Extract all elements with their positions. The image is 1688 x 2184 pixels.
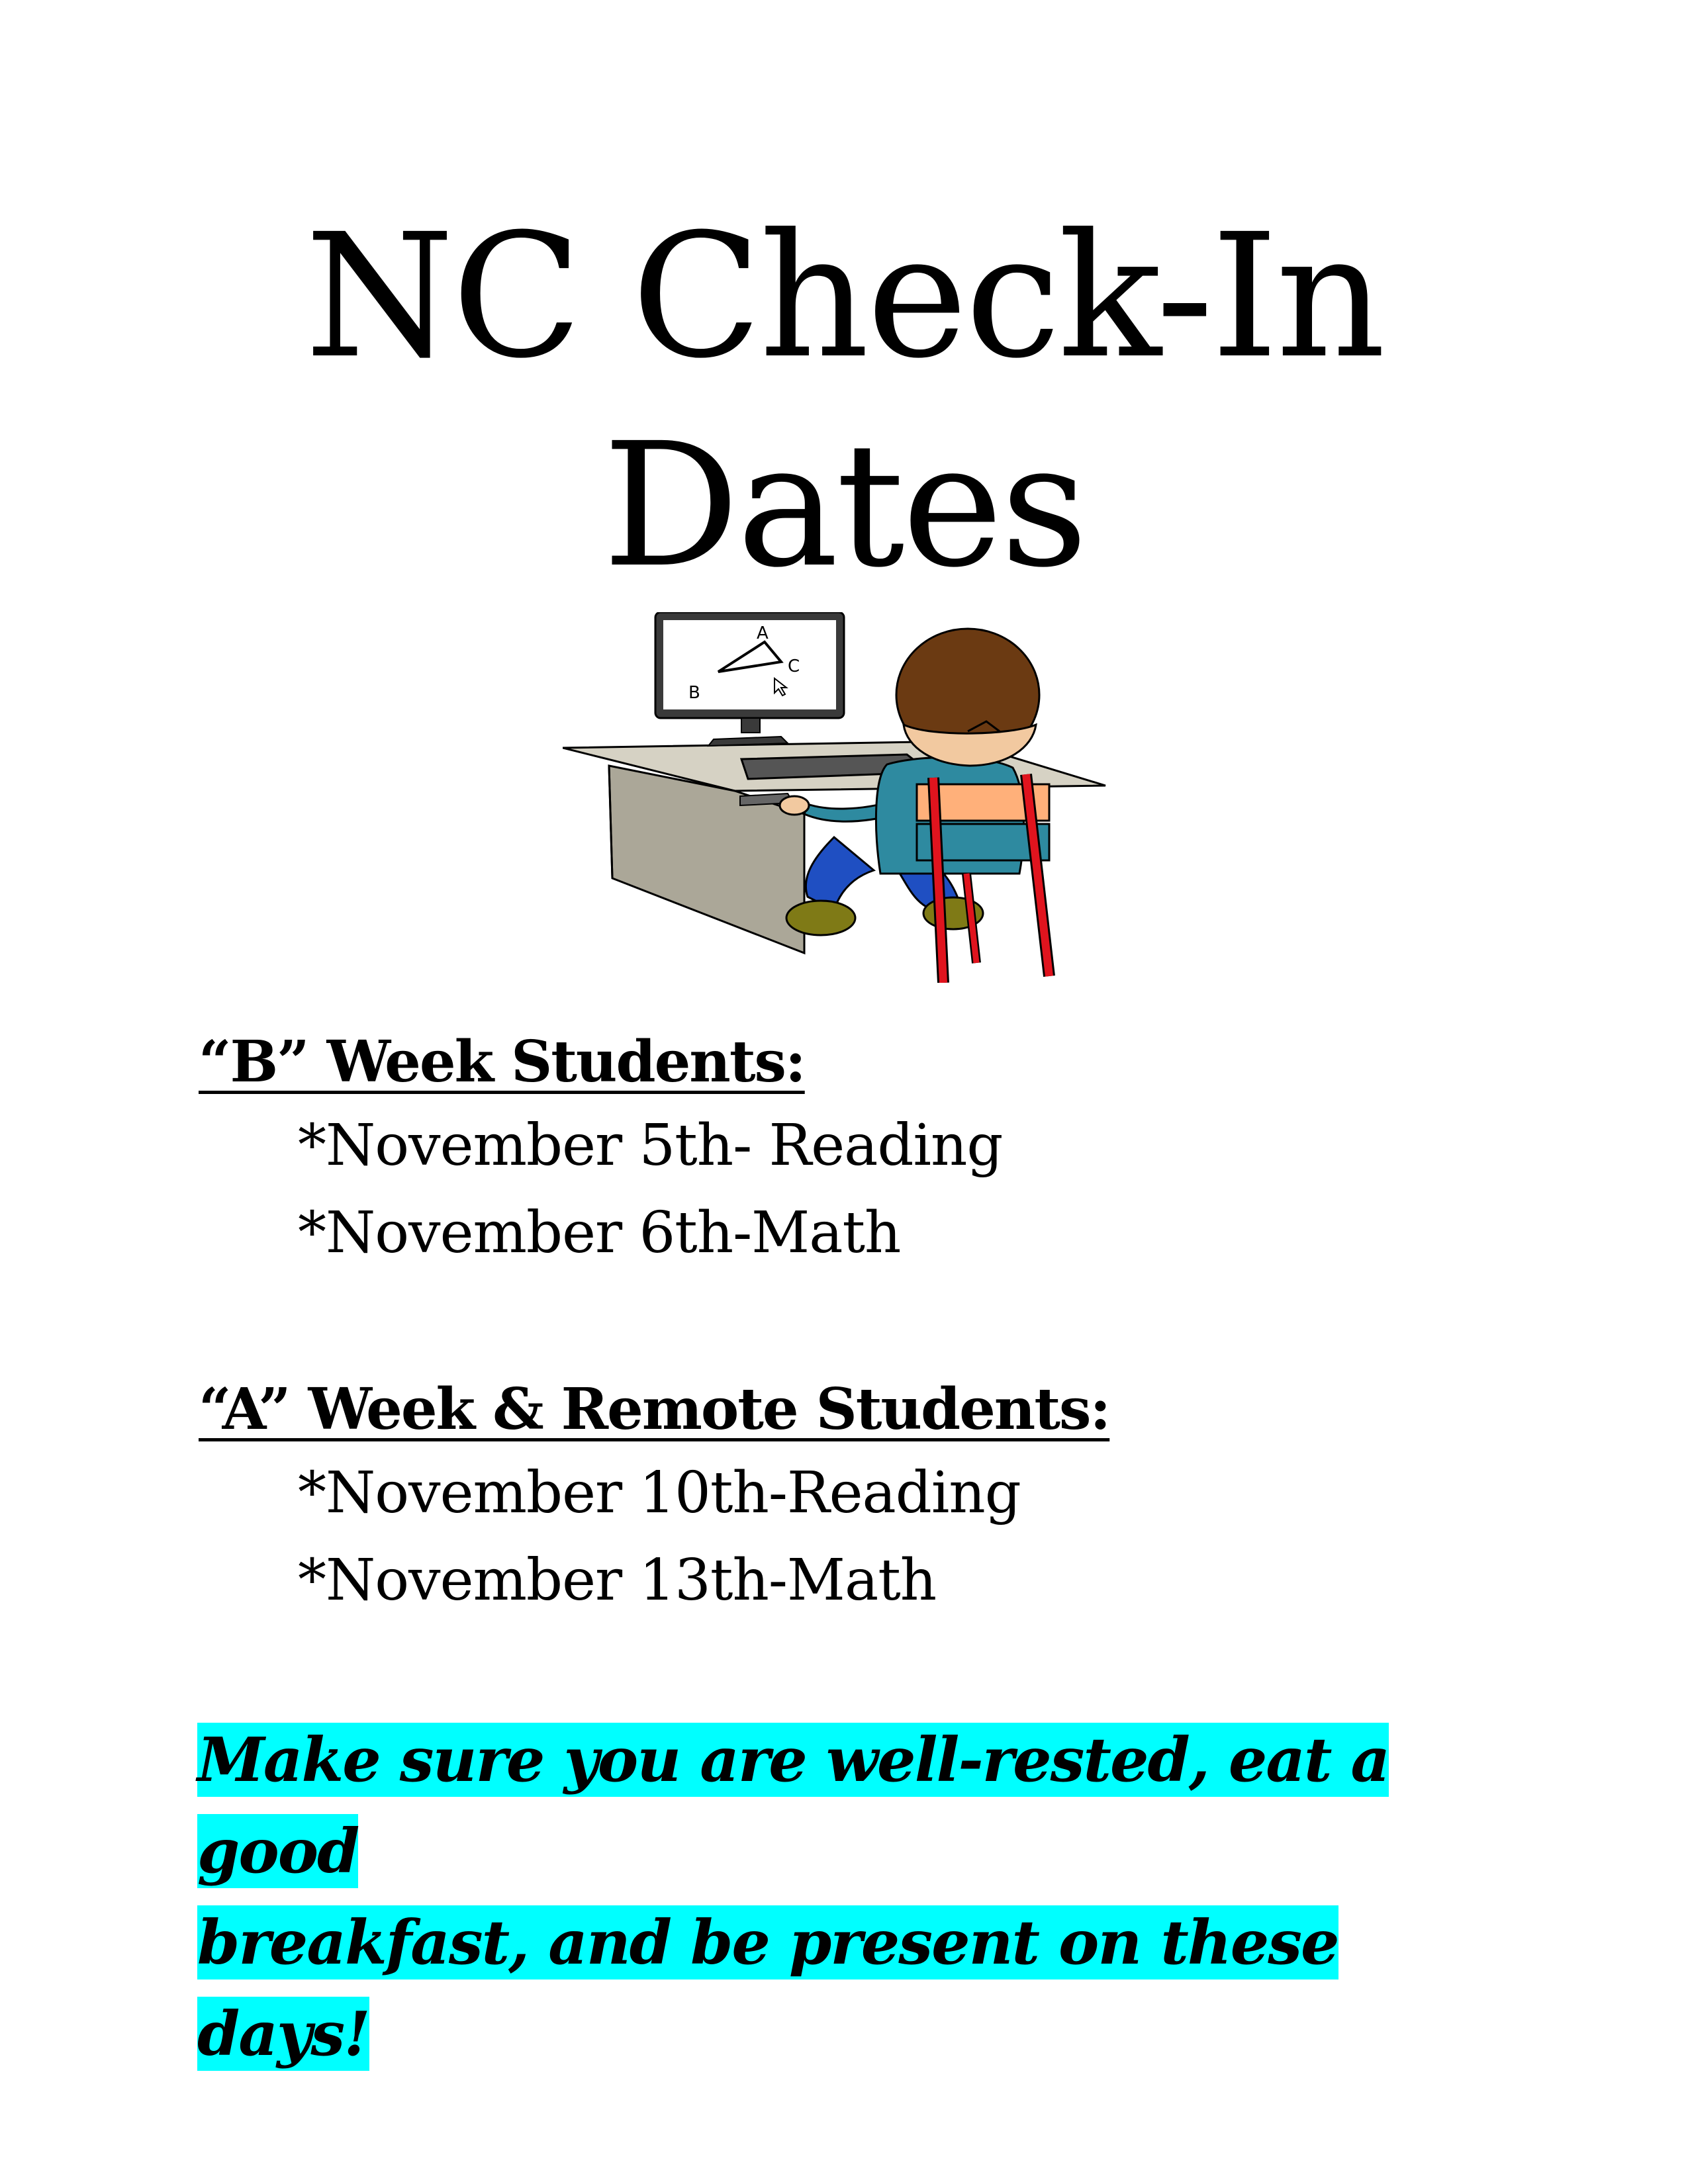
student-at-computer-icon [563, 612, 1119, 983]
list-item: *November 6th-Math [298, 1200, 901, 1266]
title-line-2: Dates [602, 406, 1086, 605]
title-line-1: NC Check-In [305, 197, 1383, 396]
screen-label-c: C [788, 657, 800, 676]
list-item: *November 5th- Reading [298, 1113, 1003, 1179]
screen-label-a: A [757, 623, 769, 643]
reminder-note [197, 1714, 1488, 2079]
b-week-date-list [199, 1102, 1002, 1277]
a-week-date-list [199, 1449, 1109, 1624]
list-item: *November 10th-Reading [298, 1460, 1021, 1526]
reminder-line-2: breakfast, and be present on these days! [197, 1907, 1338, 2070]
a-week-heading: “A” Week & Remote Students: [199, 1376, 1110, 1443]
page-title [0, 192, 1688, 610]
screen-label-b: B [688, 683, 700, 703]
a-week-section [199, 1370, 1109, 1624]
list-item: *November 13th-Math [298, 1547, 937, 1614]
reminder-line-1: Make sure you are well-rested, eat a good [197, 1724, 1389, 1887]
b-week-section [199, 1023, 1002, 1277]
b-week-heading: “B” Week Students: [199, 1028, 805, 1095]
